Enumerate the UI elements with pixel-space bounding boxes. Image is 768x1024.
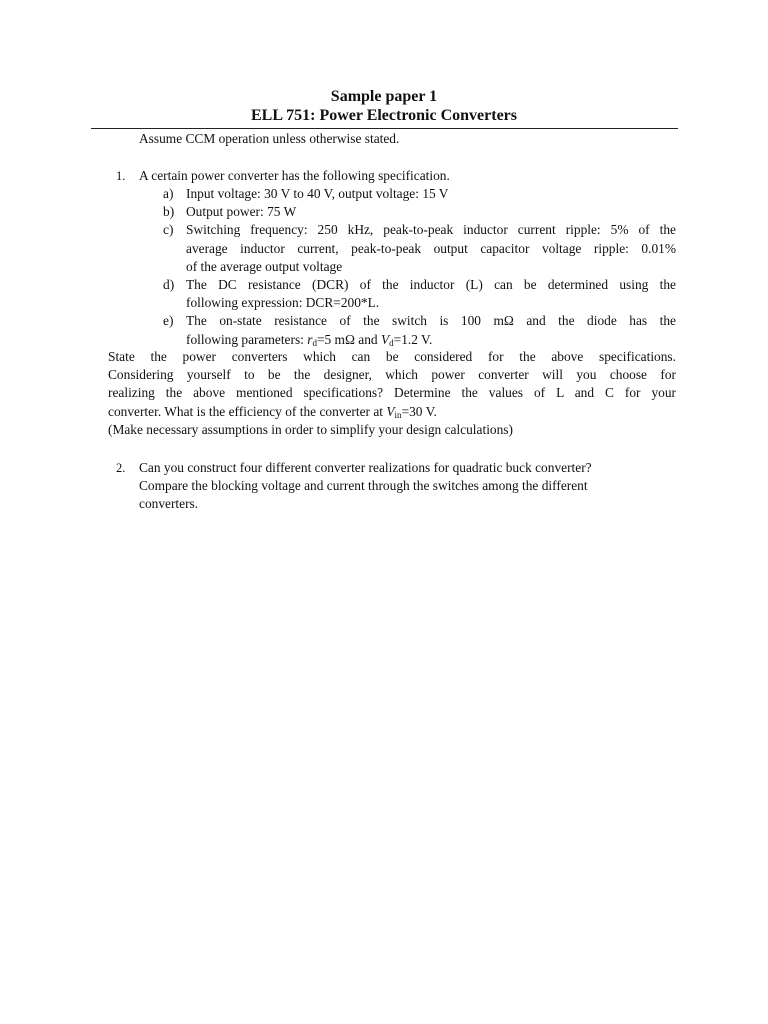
question-2-line: converters. <box>139 496 199 512</box>
spec-text-line: Switching frequency: 250 kHz, peak-to-peak inductor current ripple: 5% of the <box>186 222 676 238</box>
spec-text-segment: =5 mΩ and <box>316 331 381 347</box>
spec-item-d <box>139 276 676 312</box>
specification-list <box>139 185 676 349</box>
paragraph-line <box>108 403 676 421</box>
spec-text-line: average inductor current, peak-to-peak output capacitor voltage ripple: 0.01% <box>186 240 676 256</box>
paragraph-line: State the power converters which can be considered for the above specifications. <box>108 349 676 364</box>
spec-text-line: The on-state resistance of the switch is 100 mΩ and the diode has the <box>186 313 676 329</box>
paragraph-segment: =30 V. <box>401 403 437 419</box>
paragraph-line: Considering yourself to be the designer, which power converter will you choose for <box>108 367 676 383</box>
question-2-number: 2. <box>116 461 126 475</box>
assumption-note: Assume CCM operation unless otherwise stated. <box>139 131 400 146</box>
diode-voltage-symbol: V <box>380 331 390 347</box>
header-rule <box>91 128 678 129</box>
spec-text-segment: =1.2 V. <box>393 331 433 347</box>
spec-text-segment: following parameters: <box>186 331 308 347</box>
spec-letter: d) <box>163 277 175 293</box>
spec-text: Input voltage: 30 V to 40 V, output voltage: 15 V <box>186 186 449 201</box>
spec-item-c <box>139 221 676 276</box>
paragraph-segment: converter. What is the efficiency of the converter at <box>108 403 387 419</box>
question-1-intro: A certain power converter has the following specification. <box>139 168 450 183</box>
spec-text-line: The DC resistance (DCR) of the inductor (L) can be determined using the <box>186 277 676 293</box>
spec-text-line <box>186 331 676 349</box>
question-2-line: Can you construct four different converter realizations for quadratic buck converter? <box>139 460 592 475</box>
input-voltage-symbol: V <box>386 403 395 419</box>
spec-text: Output power: 75 W <box>186 204 297 220</box>
spec-letter: a) <box>163 186 174 201</box>
diode-resistance-symbol: r <box>307 331 313 347</box>
question-2-line: Compare the blocking voltage and current through the switches among the different <box>139 478 588 494</box>
spec-letter: b) <box>163 204 175 220</box>
question-2-text <box>139 459 679 514</box>
spec-text-line: of the average output voltage <box>186 258 343 274</box>
paragraph-line: realizing the above mentioned specifications? Determine the values of L and C for your <box>108 385 676 401</box>
diode-voltage-subscript: d <box>389 337 394 348</box>
spec-text-line: following expression: DCR=200*L. <box>186 295 380 311</box>
spec-item-e <box>139 312 676 348</box>
course-title: ELL 751: Power Electronic Converters <box>250 107 518 124</box>
input-voltage-subscript: in <box>394 409 402 420</box>
spec-letter: e) <box>163 313 174 329</box>
question-1-number: 1. <box>116 169 126 183</box>
paragraph-line: (Make necessary assumptions in order to simplify your design calculations) <box>108 421 513 437</box>
diode-resistance-subscript: d <box>312 337 317 348</box>
spec-item-a <box>139 185 676 203</box>
spec-item-b <box>139 203 676 221</box>
spec-letter: c) <box>163 222 174 238</box>
paper-title: Sample paper 1 <box>330 88 438 105</box>
question-1-paragraph <box>108 348 676 439</box>
